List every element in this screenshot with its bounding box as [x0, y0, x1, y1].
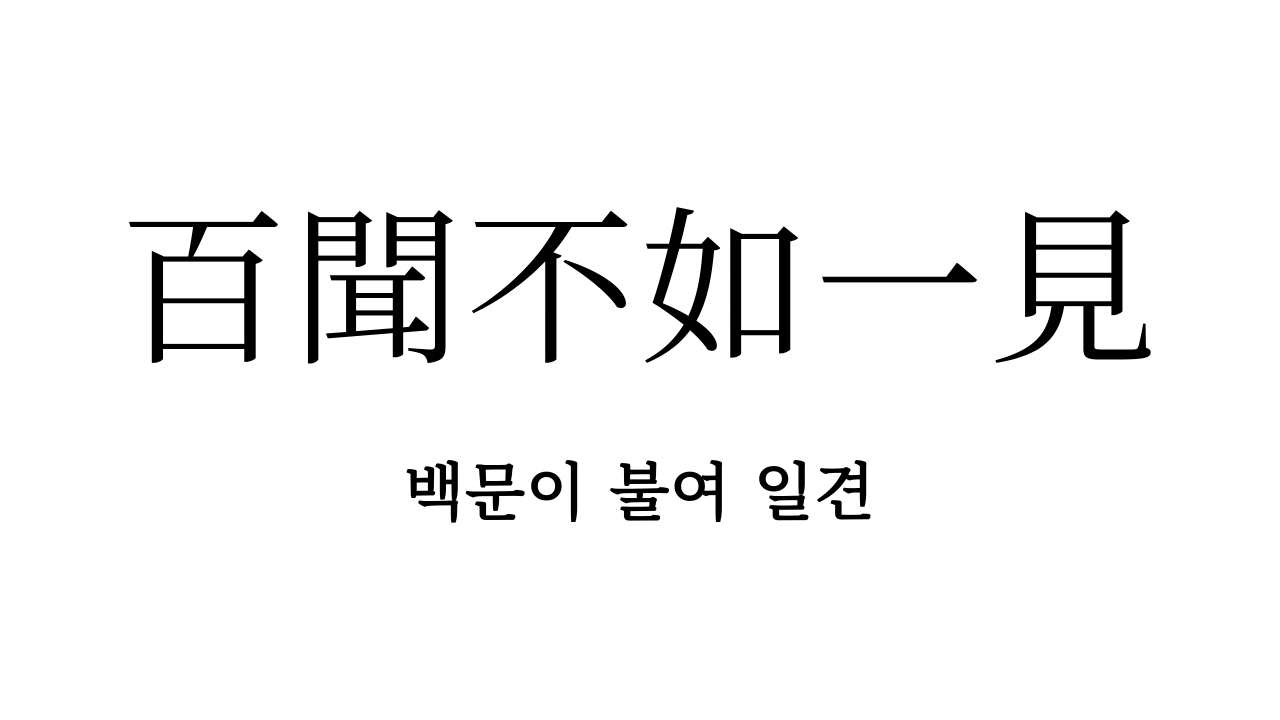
hanja-proverb: 百聞不如一見: [117, 193, 1162, 391]
hangul-reading: 백문이 불여 일견: [404, 456, 876, 529]
